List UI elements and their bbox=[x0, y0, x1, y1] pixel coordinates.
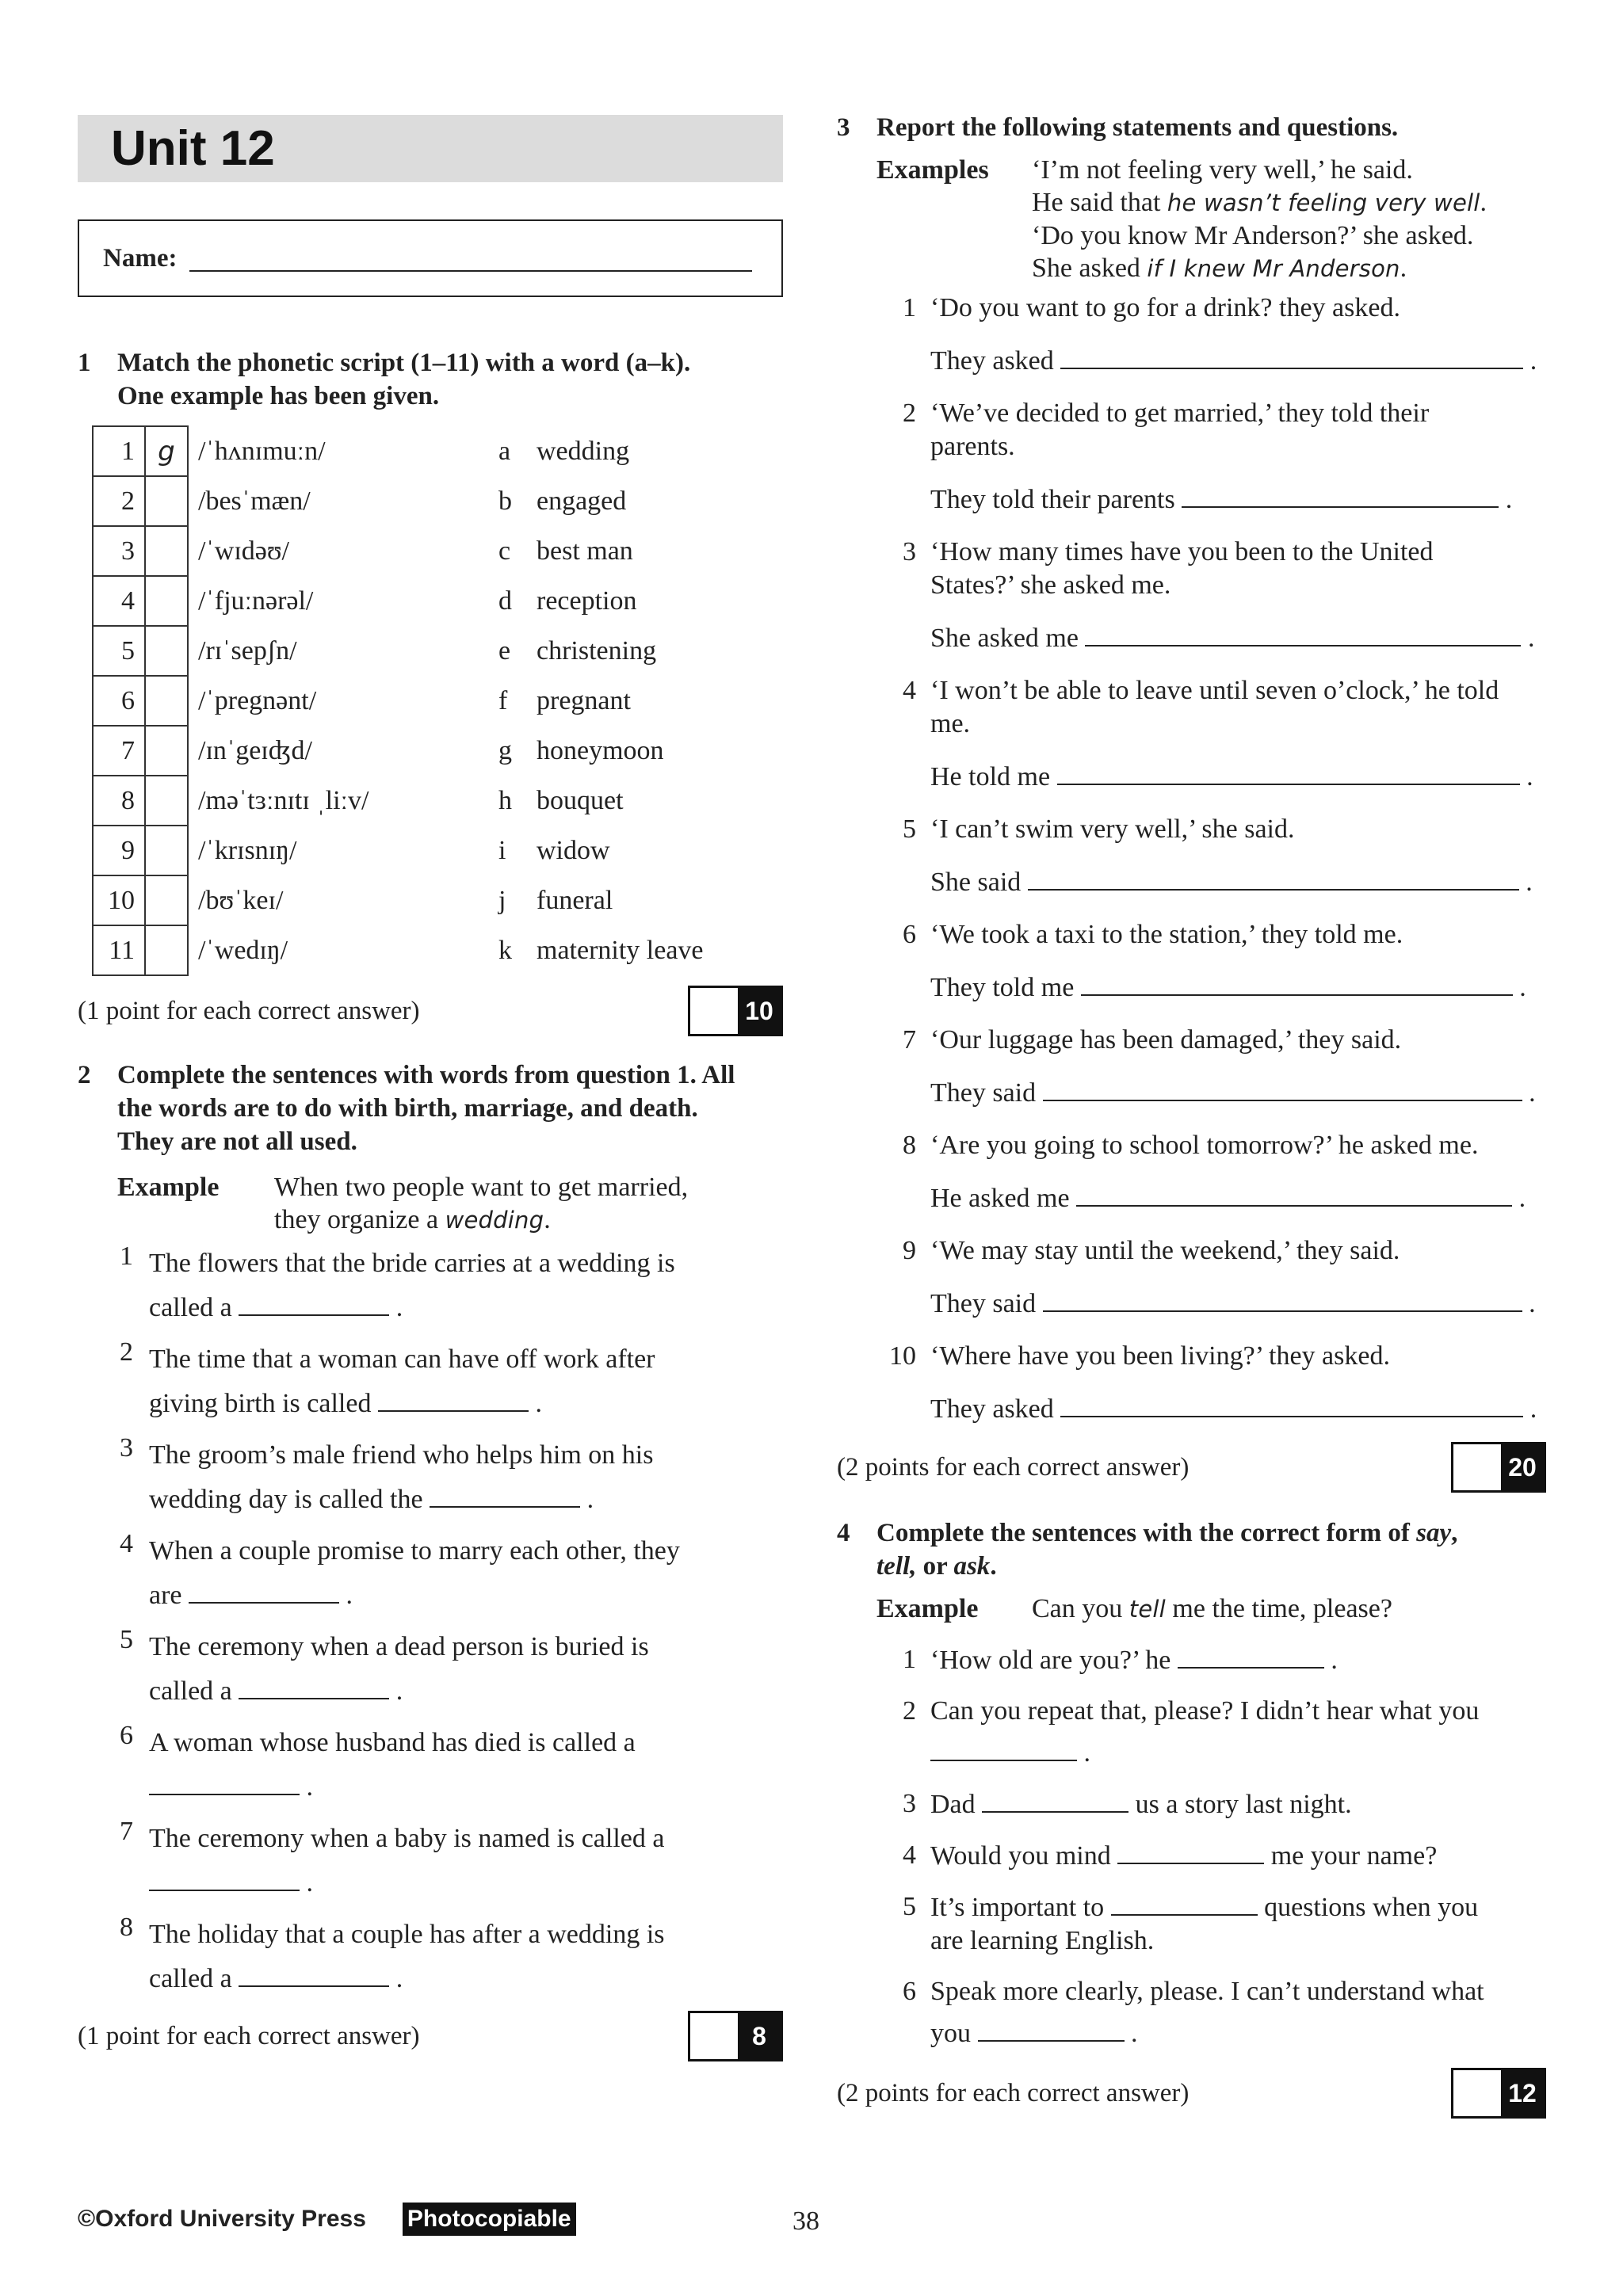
example-answer: wedding bbox=[445, 1207, 544, 1234]
score-box[interactable]: 10 bbox=[688, 986, 783, 1036]
q3-examples: Examples ‘I’m not feeling very well,’ he said. He said that he wasn’t feeling very well. ‘Do you know Mr Anderson?’ she asked. She asked if I knew Mr Anderson. bbox=[876, 155, 1487, 283]
answer-blank[interactable] bbox=[1182, 482, 1499, 508]
q4-example: Example Can you tell me the time, please? bbox=[876, 1594, 1392, 1623]
page-number: 38 bbox=[792, 2206, 819, 2236]
table-row: 1 g /ˈhʌnɪmuːn/ a wedding bbox=[93, 426, 758, 476]
left-column bbox=[78, 115, 783, 2061]
list-item: 1 ‘How old are you?’ he . bbox=[903, 1645, 1338, 1675]
answer-blank[interactable] bbox=[1085, 621, 1521, 646]
table-row: 9 /ˈkrɪsnɪŋ/ i widow bbox=[93, 826, 758, 875]
q3-items bbox=[837, 292, 1546, 1426]
answer-blank[interactable] bbox=[1111, 1890, 1258, 1916]
answer-blank[interactable] bbox=[1060, 344, 1523, 369]
answer-blank[interactable] bbox=[1060, 1392, 1523, 1417]
answer-box[interactable] bbox=[145, 576, 188, 626]
name-box bbox=[78, 219, 783, 297]
footer bbox=[78, 2203, 576, 2236]
table-row: 10 /bʊˈkeɪ/ j funeral bbox=[93, 875, 758, 925]
list-item: 2 ‘We’ve decided to get married,’ they told their parents. They told their parents . bbox=[903, 399, 1513, 514]
q4-instruction: 4 Complete the sentences with the correct form of say, tell, or ask. bbox=[837, 1519, 1458, 1581]
answer-box[interactable] bbox=[145, 476, 188, 526]
list-item: 4 Would you mind me your name? bbox=[903, 1840, 1438, 1871]
points-note: (1 point for each correct answer) bbox=[78, 996, 420, 1025]
list-item: 10 ‘Where have you been living?’ they asked. They asked . bbox=[889, 1341, 1537, 1424]
list-item: 5 The ceremony when a dead person is buried is called a . bbox=[120, 1625, 649, 1706]
table-row: 4 /ˈfjuːnərəl/ d reception bbox=[93, 576, 758, 626]
question-4 bbox=[837, 1516, 1546, 2119]
name-field[interactable] bbox=[189, 245, 752, 272]
answer-blank[interactable] bbox=[1028, 865, 1519, 891]
answer-blank[interactable] bbox=[149, 1770, 300, 1795]
list-item: 3 Dad us a story last night. bbox=[903, 1789, 1352, 1819]
q4-items bbox=[837, 1643, 1546, 2050]
q3-points-row bbox=[837, 1442, 1546, 1493]
list-item: 8 The holiday that a couple has after a wedding is called a . bbox=[120, 1913, 665, 1993]
answer-blank[interactable] bbox=[1081, 971, 1513, 996]
list-item: 2 Can you repeat that, please? I didn’t hear what you . bbox=[903, 1696, 1480, 1768]
phonetic-table bbox=[92, 425, 759, 976]
q3-instruction: 3 Report the following statements and questions. bbox=[837, 113, 1399, 142]
copyright: ©Oxford University Press bbox=[78, 2206, 366, 2232]
answer-blank[interactable] bbox=[1178, 1643, 1324, 1669]
answer-blank[interactable] bbox=[430, 1482, 580, 1508]
table-row: 8 /məˈtɜːnɪtɪ ˌliːv/ h bouquet bbox=[93, 776, 758, 826]
answer-box[interactable] bbox=[145, 676, 188, 726]
answer-blank[interactable] bbox=[378, 1386, 529, 1412]
answer-blank[interactable] bbox=[239, 1291, 389, 1316]
list-item: 7 ‘Our luggage has been damaged,’ they said. They said . bbox=[903, 1025, 1536, 1108]
answer-blank[interactable] bbox=[1076, 1181, 1512, 1207]
list-item: 3 ‘How many times have you been to the United States?’ she asked me. She asked me . bbox=[903, 537, 1535, 653]
q2-points-row bbox=[78, 2011, 783, 2061]
points-note: (1 point for each correct answer) bbox=[78, 2021, 420, 2050]
points-note: (2 points for each correct answer) bbox=[837, 1452, 1190, 1482]
q2-example: Example When two people want to get married, they organize a wedding. bbox=[117, 1173, 689, 1234]
right-column bbox=[837, 111, 1546, 2119]
list-item: 1 The flowers that the bride carries at a wedding is called a . bbox=[120, 1241, 675, 1322]
list-item: 4 When a couple promise to marry each other, they are . bbox=[120, 1529, 680, 1610]
answer-blank[interactable] bbox=[189, 1578, 339, 1604]
list-item: 4 ‘I won’t be able to leave until seven o’clock,’ he told me. He told me . bbox=[903, 676, 1533, 791]
question-2 bbox=[78, 1058, 783, 2061]
answer-blank[interactable] bbox=[978, 2016, 1125, 2042]
answer-blank[interactable] bbox=[1057, 760, 1520, 785]
list-item: 7 The ceremony when a baby is named is called a . bbox=[120, 1817, 665, 1897]
answer-box[interactable] bbox=[145, 925, 188, 975]
answer-box[interactable] bbox=[145, 726, 188, 776]
table-row: 6 /ˈpregnənt/ f pregnant bbox=[93, 676, 758, 726]
answer-box[interactable] bbox=[145, 776, 188, 826]
answer-blank[interactable] bbox=[930, 1736, 1077, 1761]
q1-instruction: 1 Match the phonetic script (1–11) with a word (a–k). One example has been given. bbox=[78, 349, 691, 410]
answer-box[interactable] bbox=[145, 626, 188, 676]
question-1 bbox=[78, 346, 783, 1036]
list-item: 8 ‘Are you going to school tomorrow?’ he asked me. He asked me . bbox=[903, 1131, 1526, 1213]
answer-blank[interactable] bbox=[1043, 1076, 1522, 1101]
answer-box[interactable] bbox=[145, 875, 188, 925]
list-item: 3 The groom’s male friend who helps him on his wedding day is called the . bbox=[120, 1433, 654, 1514]
points-note: (2 points for each correct answer) bbox=[837, 2078, 1190, 2107]
photocopiable-badge: Photocopiable bbox=[403, 2203, 576, 2236]
answer-blank[interactable] bbox=[1117, 1839, 1264, 1864]
unit-header bbox=[78, 115, 783, 182]
list-item: 5 It’s important to questions when you are learning English. bbox=[903, 1892, 1479, 1955]
answer-blank[interactable] bbox=[1043, 1287, 1522, 1312]
table-row: 3 /ˈwɪdəʊ/ c best man bbox=[93, 526, 758, 576]
answer-blank[interactable] bbox=[149, 1866, 300, 1891]
list-item: 2 The time that a woman can have off work after giving birth is called . bbox=[120, 1337, 655, 1418]
table-row: 2 /besˈmæn/ b engaged bbox=[93, 476, 758, 526]
answer-box[interactable]: g bbox=[145, 426, 188, 476]
score-box[interactable]: 12 bbox=[1451, 2068, 1546, 2119]
answer-blank[interactable] bbox=[982, 1787, 1128, 1813]
question-3 bbox=[837, 111, 1546, 1493]
q2-instruction: 2 Complete the sentences with words from question 1. All the words are to do with birth, marriage, and death. They are not all used. bbox=[78, 1061, 735, 1156]
list-item: 6 A woman whose husband has died is called a . bbox=[120, 1721, 636, 1802]
table-row: 11 /ˈwedɪŋ/ k maternity leave bbox=[93, 925, 758, 975]
answer-box[interactable] bbox=[145, 526, 188, 576]
q2-items bbox=[78, 1241, 783, 2001]
list-item: 1 ‘Do you want to go for a drink? they asked. They asked . bbox=[903, 293, 1537, 376]
table-row: 7 /ɪnˈgeɪʤd/ g honeymoon bbox=[93, 726, 758, 776]
name-label: Name: bbox=[103, 243, 178, 273]
q4-points-row bbox=[837, 2068, 1546, 2119]
list-item: 6 ‘We took a taxi to the station,’ they told me. They told me . bbox=[903, 920, 1526, 1002]
list-item: 9 ‘We may stay until the weekend,’ they said. They said . bbox=[903, 1236, 1536, 1318]
q1-points-row bbox=[78, 986, 783, 1036]
unit-title: Unit 12 bbox=[111, 121, 275, 176]
list-item: 5 ‘I can’t swim very well,’ she said. She said . bbox=[903, 814, 1533, 897]
list-item: 6 Speak more clearly, please. I can’t understand what you . bbox=[903, 1977, 1484, 2048]
answer-box[interactable] bbox=[145, 826, 188, 875]
answer-blank[interactable] bbox=[239, 1962, 389, 1987]
score-box[interactable]: 20 bbox=[1451, 1442, 1546, 1493]
table-row: 5 /rɪˈsepʃn/ e christening bbox=[93, 626, 758, 676]
answer-blank[interactable] bbox=[239, 1674, 389, 1699]
score-box[interactable]: 8 bbox=[688, 2011, 783, 2061]
